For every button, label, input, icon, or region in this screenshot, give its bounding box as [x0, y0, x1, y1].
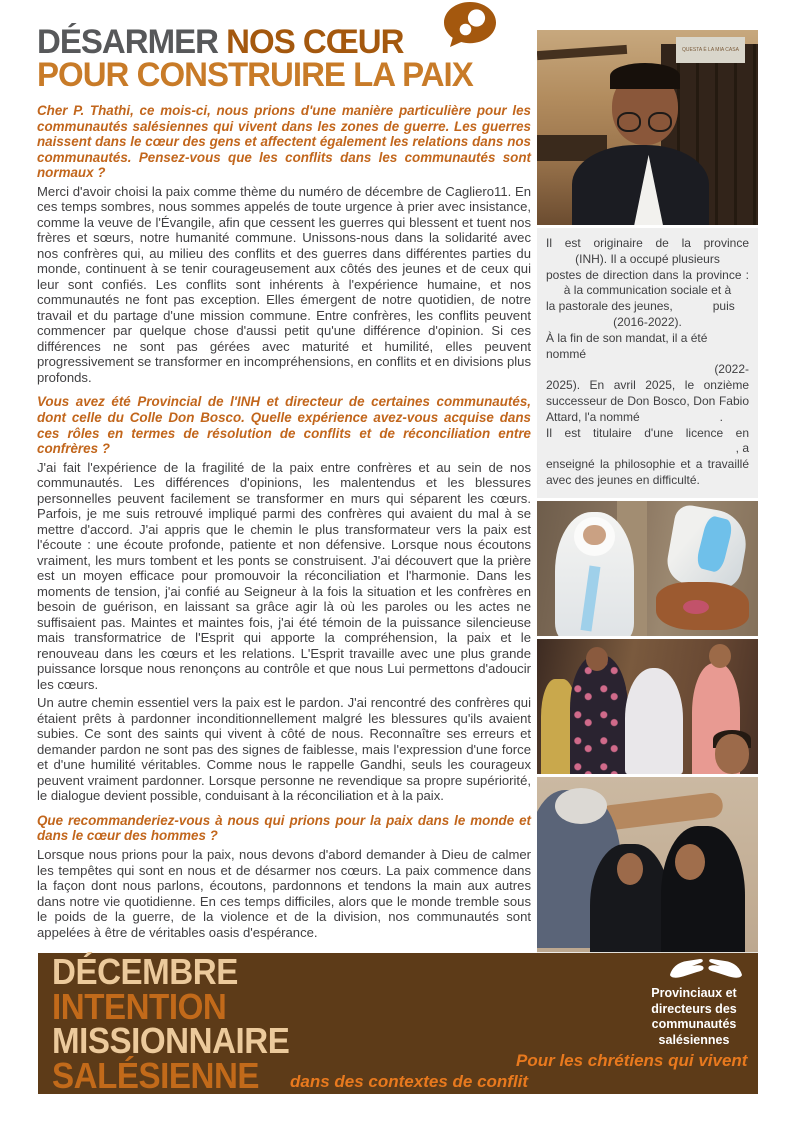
photo-column	[537, 30, 758, 1002]
answer-paragraph-2b: Un autre chemin essentiel vers la paix est le pardon. J'ai rencontré des confrères qui étaient prêts à pardonner inconditionnellement malgré les blessures qu'ils avaient subies. Ce sont des saints qui vivent à côté de nous. Reconnaître ses erreurs et demander pardon ne sont pas des signes de faiblesse, mais l'expression d'une force et d'une humilité véritables. Comme nous le rappelle Gandhi, seuls les courageux peuvent vraiment pardonner. Lorsque personne ne revendique sa propre supériorité, le dialogue devient possible, conduisant à la réconciliation et à la paix.	[37, 695, 531, 804]
bio-line: la pastorale des jeunes, puis	[546, 299, 735, 314]
banner-title-block	[52, 951, 310, 1096]
bio-line: Il est originaire de la province	[546, 236, 749, 250]
interview-question-3: Que recommanderiez-vous à nous qui prions pour la paix dans le monde et dans le cœur des hommes ?	[37, 812, 531, 844]
bio-line: Attard, l'a nommé .	[546, 409, 724, 424]
bio-line: (2016-2022).	[613, 314, 682, 329]
photo-portrait-glasses-left	[617, 112, 641, 132]
banner-audience-text: Provinciaux et directeurs des communautés salésiennes	[651, 986, 737, 1047]
photo-statue-blue-sash	[580, 566, 600, 632]
photo-statue-face	[583, 525, 605, 546]
dialogue-bubble-icon	[443, 1, 497, 47]
answer-paragraph-1: Merci d'avoir choisi la paix comme thème du numéro de décembre de Cagliero11. En ces temps sombres, nous sommes appelés de toute urgence à prier avec insistance, comme la veuve de l'Évangile, afin que cessent les guerres qui blessent et tuent nos frères et sœurs, notre humanité commune. Unissons-nous dans la solidarité avec nos confrères qui, au milieu des conflits et des guerres dans différentes parties du monde, continuent à se tenir courageusement aux côtés des jeunes et de ceux qui leur sont confiés. Les conflits sont inhérents à l'expérience humaine, et nos communautés ne font pas exception. Elles émergent de notre quotidien, de notre travail et du partage d'une mission commune. Entre confrères, les conflits peuvent commencer par quelque chose d'aussi petit qu'une différence d'opinion. Si ces différences ne sont pas gérées avec maturité et humilité, elles peuvent progressivement se transformer en incompréhensions, en conflits et en divisions plus profonds.	[37, 183, 531, 385]
photo-mourner-woman2-face	[675, 844, 705, 880]
bio-line: 2025). En avril 2025, le onzième	[546, 378, 749, 393]
answer-paragraph-3: Lorsque nous prions pour la paix, nous devons d'abord demander à Dieu de calmer les tempêtes qui sont en nous et de désarmer nos cœurs. La paix commence dans la façon dont nous parlons, écoutons, pardonnons et tendons la main aux autres dans notre vie quotidienne. En ces temps difficiles, alors que le monde tremble sous le poids de la guerre, de la violence et de la division, nos communautés sont appelées à être de véritables oasis d'espérance.	[37, 847, 531, 940]
photo-congregation	[537, 639, 758, 774]
banner-word-missionnaire: MISSIONNAIRE	[52, 1020, 290, 1061]
bio-line: successeur de Don Bosco, Don Fabio	[546, 393, 749, 408]
photo-figure-floral-dress	[570, 655, 627, 774]
photo-portrait-glasses-right	[648, 112, 672, 132]
bio-line: (INH). Il a occupé plusieurs	[575, 251, 720, 266]
open-hands-icon	[668, 957, 744, 984]
bio-line: (2022-	[714, 362, 749, 377]
monthly-intention-banner	[38, 953, 758, 1094]
title-part-brown: NOS CŒUR	[226, 23, 404, 61]
banner-month: DÉCEMBRE	[52, 951, 238, 992]
photo-child-face	[715, 734, 749, 774]
photo-mourner-man-hair	[555, 788, 607, 824]
bio-line: Il est titulaire d'une licence en	[546, 425, 749, 440]
photo-portrait-hair	[610, 63, 680, 89]
photo-statue-standing	[555, 512, 635, 636]
photo-wall-sign: QUESTA È LA MIA CASA	[676, 37, 745, 63]
bio-line: enseigné la philosophie et a travaillé	[546, 457, 749, 472]
interview-question-2: Vous avez été Provincial de l'INH et directeur de certaines communautés, dont celle du Colle Don Bosco. Quelle expérience avez-vous acquise dans ces rôles en termes de résolution de conflits et de réconciliation entre confrères ?	[37, 394, 531, 457]
photo-portrait-priest	[537, 30, 758, 225]
bio-line: à la communication sociale et à	[563, 283, 732, 298]
biography-box	[537, 228, 758, 498]
photo-figure-white-veil	[625, 668, 682, 773]
bio-line: avec des jeunes en difficulté.	[546, 472, 700, 487]
title-part-gray: DÉSARMER	[37, 23, 218, 61]
bio-line: À la fin de son mandat, il a été nommé	[546, 330, 708, 361]
interview-intro-question: Cher P. Thathi, ce mois-ci, nous prions d'une manière particulière pour les communautés salésiennes qui vivent dans les zones de guerre. Les guerres naissent dans le cœur des gens et affectent également les relations dans nos communautés. Pensez-vous que les conflits dans les communautés sont normaux ?	[37, 103, 531, 181]
answer-paragraph-2a: J'ai fait l'expérience de la fragilité de la paix entre confrères et au sein de nos communautés. Les différences d'opinions, les malentendus et les blessures personnelles peuvent facilement se transformer en murs qui séparent les cœurs. Parfois, je me suis retrouvé impliqué parmi des confrères qui avaient du mal à se mettre d'accord. J'ai appris que le chemin le plus transformateur vers la paix est l'écoute : une écoute profonde, patiente et non défensive. Lorsque nous écoutons vraiment, les murs tombent et les ponts se construisent. J'ai découvert que la prière est un moyen efficace pour promouvoir la réconciliation et l'harmonie. Dans les moments de tension, j'ai confié au Seigneur à la fois la situation et les confrères en besoin de guérison, en laissant sa grâce agir là où les paroles ou les actes ne suffisaient pas. Maintes et maintes fois, j'ai été témoin de la puissance silencieuse mais transformatrice de l'Esprit qui apporte la compréhension, la paix et le renouveau dans les cœurs et les relations. L'Esprit travaille avec une plus grande puissance lorsque nous renonçons au contrôle et que nous Lui permettons d'adoucir les cœurs.	[37, 459, 531, 692]
banner-tagline-line2: dans des contextes de conflit	[290, 1072, 529, 1091]
banner-word-salesienne: SALÉSIENNE	[52, 1054, 260, 1096]
article-column	[37, 23, 531, 940]
bio-line: postes de direction dans la province :	[546, 267, 749, 282]
banner-tagline-line1: Pour les chrétiens qui vivent	[516, 1051, 748, 1070]
page-title-line2: POUR CONSTRUIRE LA PAIX	[37, 56, 473, 94]
photo-figure-head	[586, 647, 608, 671]
bio-line: , a	[735, 441, 749, 456]
photo-brick-beam	[537, 45, 627, 60]
photo-figure-head2	[709, 644, 731, 668]
photo-mary-statues	[537, 501, 758, 636]
banner-word-intention: INTENTION	[52, 985, 227, 1027]
photo-mourner-woman1-face	[617, 853, 643, 885]
